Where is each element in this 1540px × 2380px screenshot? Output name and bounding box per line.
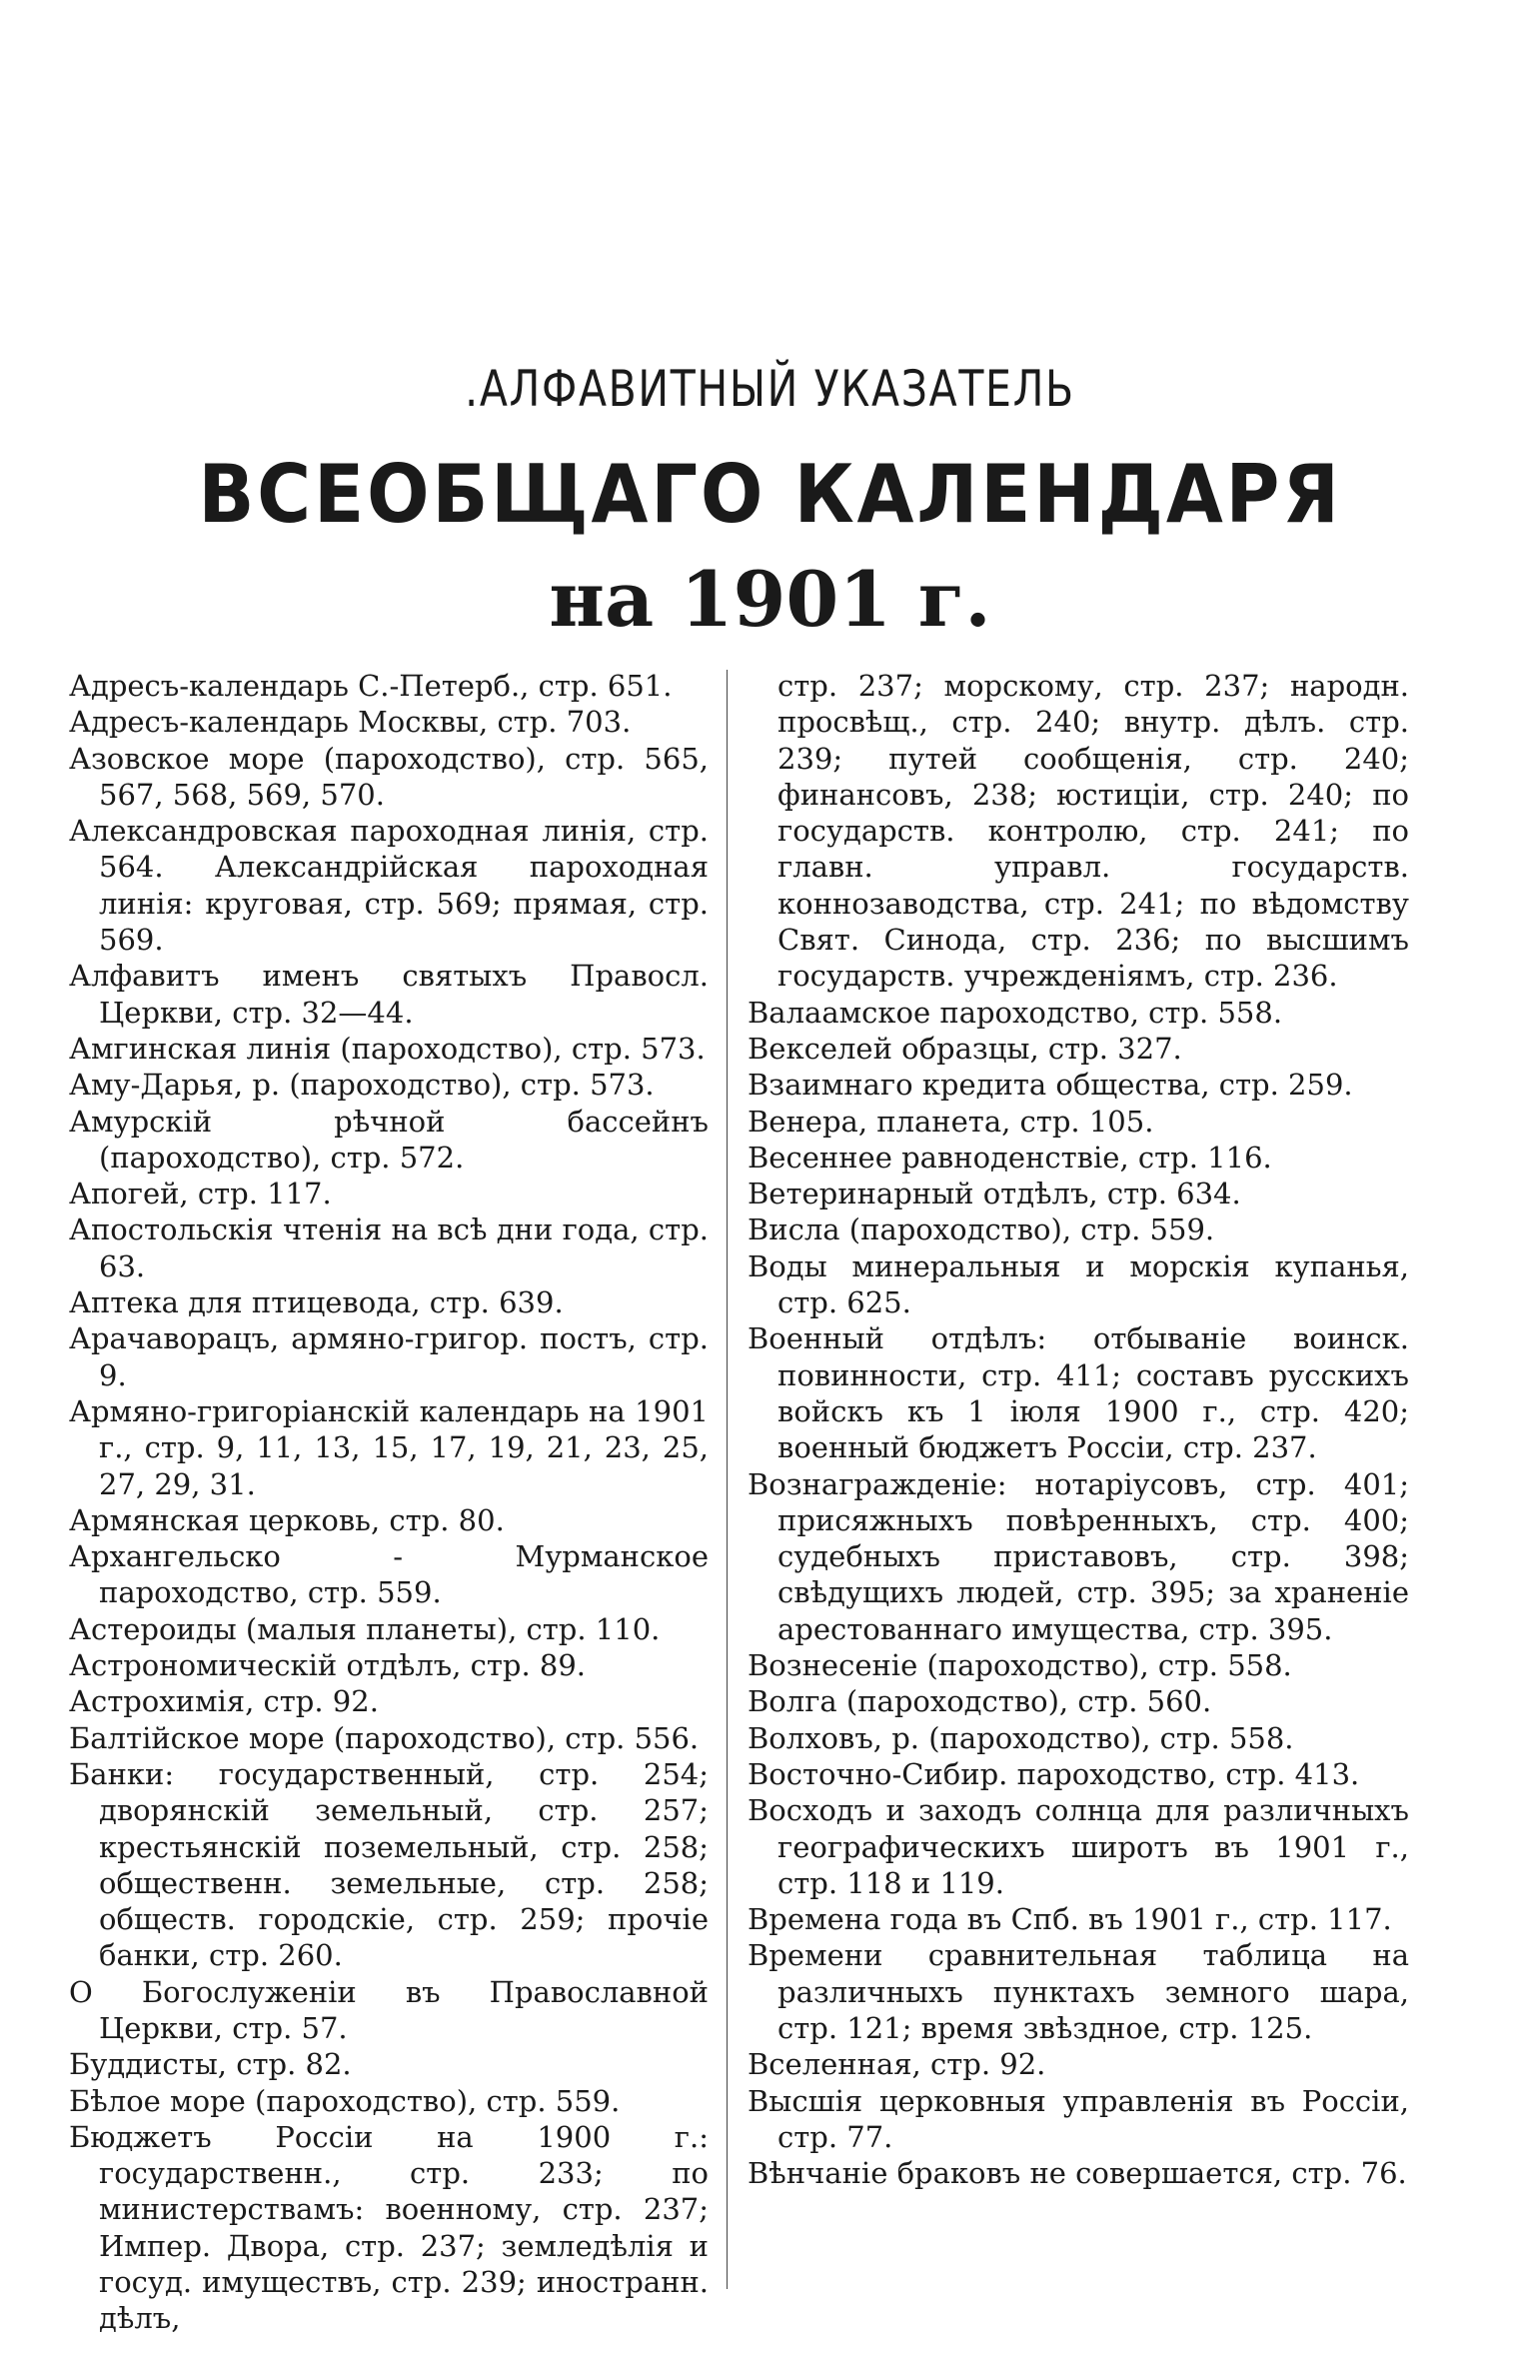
index-entry: Астрохимія, стр. 92. xyxy=(69,1684,379,1719)
index-entry: Армянская церковь, стр. 80. xyxy=(69,1502,505,1537)
index-entry: Амурскій рѣчной бассейнъ (пароходство), стр. 572. xyxy=(69,1104,709,1175)
index-entry: Арачаворацъ, армяно-григор. постъ, стр. 9. xyxy=(69,1321,709,1392)
index-entry: Восходъ и заходъ солнца для различныхъ географическихъ широтъ въ 1901 г., стр. 118 и 119. xyxy=(748,1793,1409,1900)
index-entry: Венера, планета, стр. 105. xyxy=(748,1104,1154,1139)
index-entry: Балтійское море (пароходство), стр. 556. xyxy=(69,1720,700,1755)
index-entry: Астероиды (малыя планеты), стр. 110. xyxy=(69,1611,661,1646)
index-entry: Взаимнаго кредита общества, стр. 259. xyxy=(748,1068,1353,1103)
index-entry: Валаамское пароходство, стр. 558. xyxy=(748,995,1283,1030)
index-title: .АЛФАВИТНЫЙ УКАЗАТЕЛЬ xyxy=(465,360,1075,418)
index-entry: Апостольскія чтенія на всѣ дни года, стр. 63. xyxy=(69,1212,709,1283)
column-divider xyxy=(727,670,728,2289)
index-entry: Висла (пароходство), стр. 559. xyxy=(748,1212,1215,1247)
right-column xyxy=(748,668,1409,2191)
index-entry: Архангельско - Мурманское пароходство, стр. 559. xyxy=(69,1539,709,1610)
index-entry: Бѣлое море (пароходство), стр. 559. xyxy=(69,2083,621,2118)
index-entry: Буддисты, стр. 82. xyxy=(69,2047,352,2082)
index-entry: Александровская пароходная линія, стр. 564. Александрійская пароходная линія: круговая, стр. 569; прямая, стр. 569. xyxy=(69,814,709,958)
index-entry: Вѣнчаніе браковъ не совершается, стр. 76. xyxy=(748,2156,1407,2191)
index-entry: Весеннее равноденствіе, стр. 116. xyxy=(748,1140,1272,1175)
index-entry: стр. 237; морскому, стр. 237; народн. просвѣщ., стр. 240; внутр. дѣлъ. стр. 239; путей сообщенія, стр. 240; финансовъ, 238; юстиціи, стр. 240; по государств. контролю, стр. 241; по главн. управл. государств. коннозаводства, стр. 241; по вѣдомству Свят. Синода, стр. 236; по высшимъ государств. учрежденіямъ, стр. 236. xyxy=(777,669,1409,994)
index-entry: Азовское море (пароходство), стр. 565, 567, 568, 569, 570. xyxy=(69,741,709,812)
index-entry: Астрономическій отдѣлъ, стр. 89. xyxy=(69,1648,587,1683)
index-entry: Амгинская линія (пароходство), стр. 573. xyxy=(69,1031,706,1066)
index-entry: Апогей, стр. 117. xyxy=(69,1177,332,1211)
index-entry: Адресъ-календарь С.-Петерб., стр. 651. xyxy=(69,669,673,703)
left-column xyxy=(69,668,709,2337)
index-entry: Вознесеніе (пароходство), стр. 558. xyxy=(748,1648,1292,1683)
year-title: на 1901 г. xyxy=(549,555,991,644)
index-entry: Векселей образцы, стр. 327. xyxy=(748,1031,1182,1066)
index-entry: Алфавитъ именъ святыхъ Правосл. Церкви, стр. 32—44. xyxy=(69,959,709,1030)
index-entry: Времена года въ Спб. въ 1901 г., стр. 117. xyxy=(748,1902,1392,1937)
index-entry: Армяно-григоріанскій календарь на 1901 г., стр. 9, 11, 13, 15, 17, 19, 21, 23, 25, 27, 29, 31. xyxy=(69,1393,709,1501)
index-entry: Восточно-Сибир. пароходство, стр. 413. xyxy=(748,1756,1360,1791)
index-entry: Волга (пароходство), стр. 560. xyxy=(748,1684,1212,1719)
index-entry: Адресъ-календарь Москвы, стр. 703. xyxy=(69,705,632,740)
index-entry: Аптека для птицевода, стр. 639. xyxy=(69,1285,564,1320)
index-entry: Волховъ, р. (пароходство), стр. 558. xyxy=(748,1720,1294,1755)
index-entry: Высшія церковныя управленія въ Россіи, стр. 77. xyxy=(748,2083,1409,2154)
index-entry: Военный отдѣлъ: отбываніе воинск. повинности, стр. 411; составъ русскихъ войскъ къ 1 іюля 1900 г., стр. 420; военный бюджетъ Россіи, стр. 237. xyxy=(748,1321,1409,1465)
index-entry: Аму-Дарья, р. (пароходство), стр. 573. xyxy=(69,1068,655,1103)
index-entry: Воды минеральныя и морскія купанья, стр. 625. xyxy=(748,1248,1409,1320)
index-entry: Бюджетъ Россіи на 1900 г.: государственн., стр. 233; по министерствамъ: военному, стр. 237; Импер. Двора, стр. 237; земледѣлія и госуд. имуществъ, стр. 239; иностранн. дѣлъ, xyxy=(69,2119,709,2336)
index-entry: Банки: государственный, стр. 254; дворянскій земельный, стр. 257; крестьянскій поземельный, стр. 258; общественн. земельные, стр. 258; обществ. городскіе, стр. 259; прочіе банки, стр. 260. xyxy=(69,1756,709,1973)
index-entry: Времени сравнительная таблица на различныхъ пунктахъ земного шара, стр. 121; время звѣздное, стр. 125. xyxy=(748,1938,1409,2045)
index-entry: Вселенная, стр. 92. xyxy=(748,2047,1046,2082)
index-entry: О Богослуженіи въ Православной Церкви, стр. 57. xyxy=(69,1974,709,2045)
index-entry: Ветеринарный отдѣлъ, стр. 634. xyxy=(748,1177,1241,1211)
calendar-title: ВСЕОБЩАГО КАЛЕНДАРЯ xyxy=(198,448,1342,541)
index-entry: Вознагражденіе: нотаріусовъ, стр. 401; присяжныхъ повѣренныхъ, стр. 400; судебныхъ приставовъ, стр. 398; свѣдущихъ людей, стр. 395; за храненіе арестованнаго имущества, стр. 395. xyxy=(748,1466,1409,1646)
